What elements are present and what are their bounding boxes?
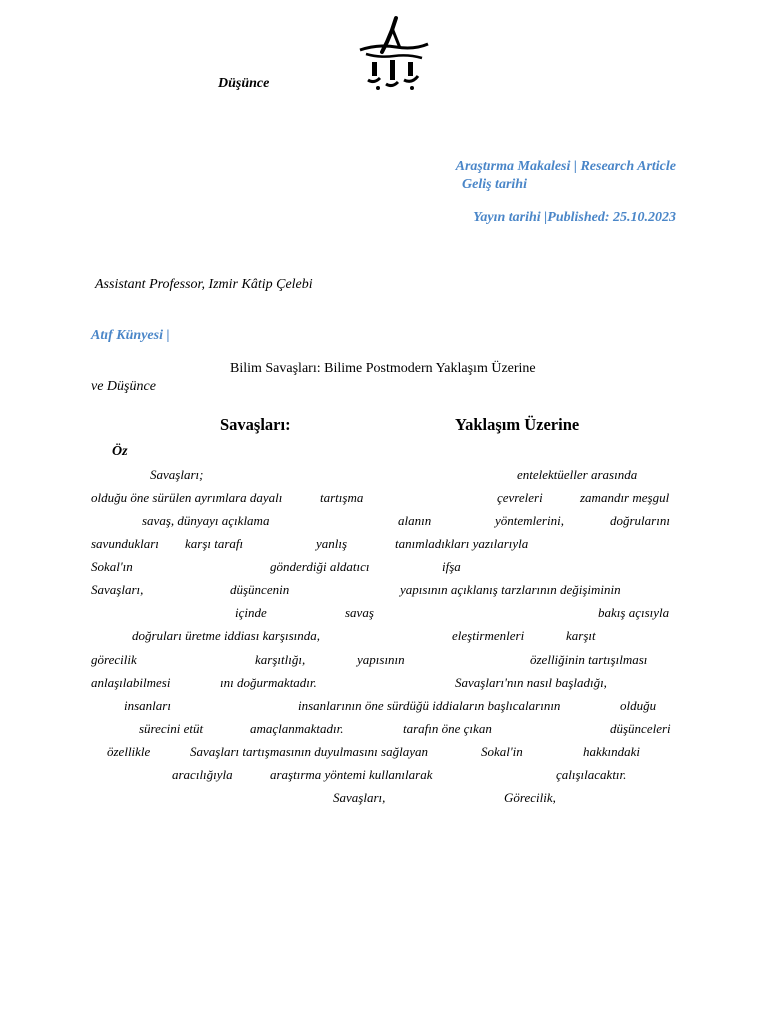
abstract-fragment: özelliğinin tartışılması (530, 652, 648, 667)
abstract-fragment: sürecini etüt (139, 721, 204, 736)
abstract-fragment: düşüncenin (230, 582, 290, 597)
abstract-fragment: düşünceleri (610, 721, 671, 736)
abstract-fragment: hakkındaki (583, 744, 641, 759)
abstract-fragment: Savaşları, (333, 790, 386, 805)
abstract-fragment: araştırma yöntemi kullanılarak (270, 767, 433, 782)
abstract-fragment: savaş (345, 605, 374, 620)
abstract-fragment: aracılığıyla (172, 767, 233, 782)
published-date: Yayın tarihi |Published: 25.10.2023 (473, 210, 676, 225)
abstract-fragment: çalışılacaktır. (556, 767, 627, 782)
abstract-fragment: yapısının (357, 652, 405, 667)
abstract-fragment: karşıtlığı, (255, 652, 306, 667)
abstract-fragment: yapısının açıklanış tarzlarının değişiminin (400, 582, 621, 597)
abstract-fragment: savaş, dünyayı açıklama (142, 513, 270, 528)
abstract-fragment: Sokal'ın (91, 559, 133, 574)
abstract-fragment: Savaşları; (150, 467, 204, 482)
article-title-left: Savaşları: (220, 415, 291, 434)
abstract-fragment: yanlış (316, 536, 348, 551)
citation-journal: ve Düşünce (91, 379, 156, 394)
journal-name: Düşünce (218, 76, 270, 91)
abstract-fragment: ifşa (442, 559, 461, 574)
abstract-fragment: karşıt (566, 628, 596, 643)
abstract-fragment: insanlarının öne sürdüğü iddiaların başlıcalarının (298, 698, 561, 713)
abstract-fragment: olduğu (620, 698, 657, 713)
abstract-fragment: eleştirmenleri (452, 628, 525, 643)
abstract-fragment: yöntemlerini, (495, 513, 564, 528)
abstract-fragment: özellikle (107, 744, 151, 759)
abstract-fragment: anlaşılabilmesi (91, 675, 171, 690)
abstract-fragment: alanın (398, 513, 432, 528)
abstract-fragment: Savaşları, (91, 582, 144, 597)
abstract-fragment: çevreleri (497, 490, 543, 505)
abstract-heading: Öz (112, 444, 128, 459)
abstract-fragment: Sokal'in (481, 744, 523, 759)
abstract-fragment: olduğu öne sürülen ayrımlara dayalı (91, 490, 283, 505)
abstract-fragment: Savaşları'nın nasıl başladığı, (455, 675, 607, 690)
abstract-fragment: insanları (124, 698, 171, 713)
abstract-fragment: entelektüeller arasında (517, 467, 638, 482)
article-title-right: Yaklaşım Üzerine (455, 415, 580, 434)
journal-logo (356, 14, 432, 94)
abstract-fragment: zamandır meşgul (580, 490, 670, 505)
citation-label: Atıf Künyesi | (91, 328, 170, 343)
abstract-fragment: Savaşları tartışmasının duyulmasını sağlayan (190, 744, 428, 759)
abstract-fragment: gönderdiği aldatıcı (270, 559, 370, 574)
abstract-fragment: tartışma (320, 490, 364, 505)
abstract-fragment: ını doğurmaktadır. (220, 675, 317, 690)
abstract-fragment: doğruları üretme iddiası karşısında, (132, 628, 321, 643)
abstract-fragment: görecilik (91, 652, 137, 667)
abstract-fragment: içinde (235, 605, 267, 620)
abstract-fragment: karşı tarafı (185, 536, 244, 551)
abstract-fragment: savundukları (91, 536, 159, 551)
abstract-fragment: doğrularını (610, 513, 670, 528)
received-date: Geliş tarihi (462, 177, 527, 192)
abstract-fragment: Görecilik, (504, 790, 556, 805)
abstract-fragment: tarafın öne çıkan (403, 721, 492, 736)
abstract-fragment: bakış açısıyla (598, 605, 670, 620)
article-type: Araştırma Makalesi | Research Article (455, 159, 676, 174)
abstract-fragment: amaçlanmaktadır. (250, 721, 344, 736)
author-affiliation: Assistant Professor, Izmir Kâtip Çelebi (95, 277, 313, 292)
abstract-fragment: tanımladıkları yazılarıyla (395, 536, 529, 551)
citation-title: Bilim Savaşları: Bilime Postmodern Yaklaşım Üzerine (230, 361, 536, 376)
